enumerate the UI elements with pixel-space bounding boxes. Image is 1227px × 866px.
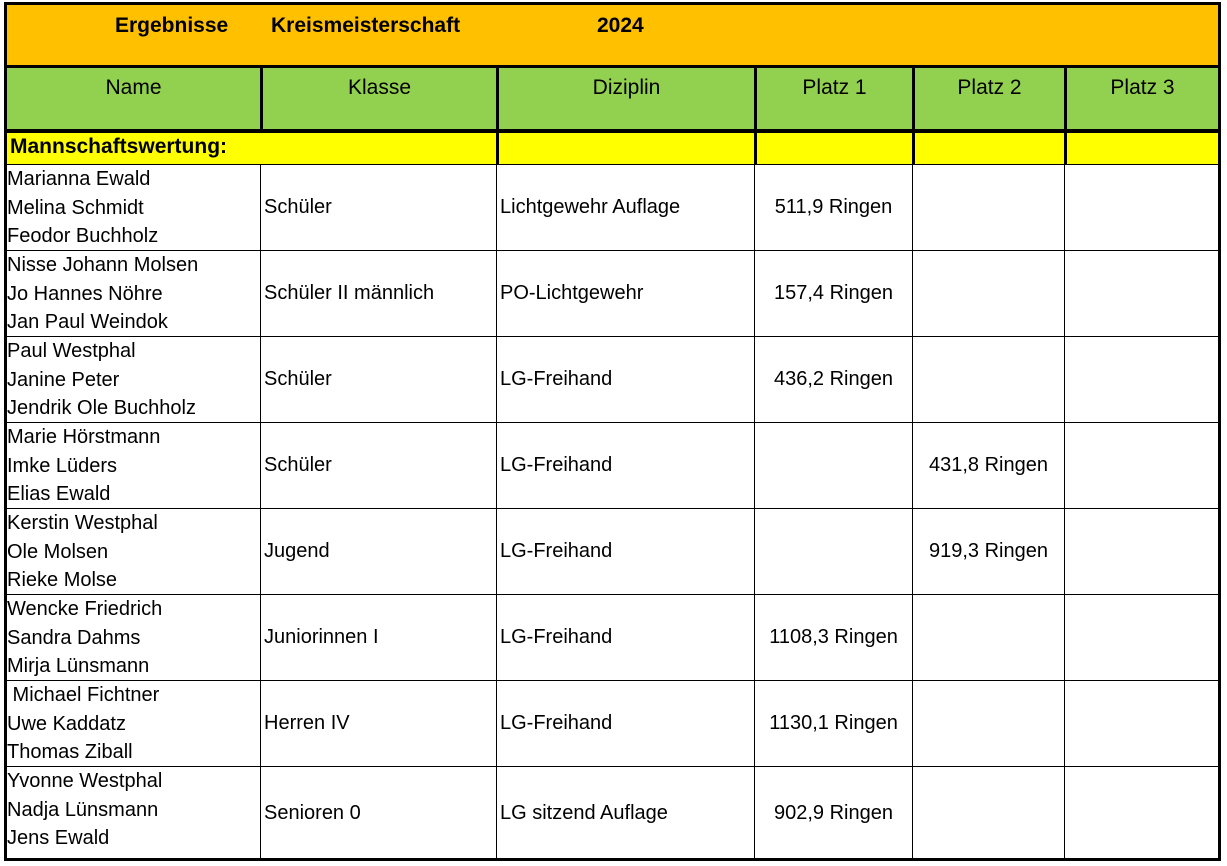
klasse-cell (260, 681, 496, 767)
platz3-cell (1064, 337, 1221, 423)
klasse-cell (260, 423, 496, 509)
platz3-cell (1064, 251, 1221, 337)
platz3-cell (1064, 423, 1221, 509)
disziplin-cell (496, 681, 754, 767)
team-member-name: Uwe Kaddatz (7, 712, 126, 735)
team-member-name: Thomas Ziball (7, 741, 133, 764)
platz2-cell (912, 423, 1064, 509)
team-member-name: Jens Ewald (7, 827, 110, 850)
platz2-cell (912, 337, 1064, 423)
disziplin-value: LG-Freihand (500, 368, 613, 390)
team-member-name: Nisse Johann Molsen (7, 254, 199, 276)
platz3-cell (1064, 595, 1221, 681)
team-member-name: Michael Fichtner (7, 684, 160, 706)
header-name: Name (4, 68, 260, 132)
klasse-value: Jugend (264, 540, 330, 562)
team-names-cell (4, 337, 260, 423)
disziplin-cell (496, 251, 754, 337)
header-klasse: Klasse (260, 68, 496, 132)
platz2-value: 431,8 Ringen (929, 454, 1048, 476)
team-member-name: Sandra Dahms (7, 626, 141, 649)
platz1-cell (754, 337, 912, 423)
disziplin-value: LG-Freihand (500, 540, 613, 562)
klasse-value: Schüler (264, 196, 332, 218)
platz2-cell (912, 681, 1064, 767)
klasse-cell (260, 595, 496, 681)
section-label: Mannschaftswertung: (10, 135, 228, 158)
team-member-name: Paul Westphal (7, 340, 136, 362)
disziplin-value: LG-Freihand (500, 626, 613, 648)
team-member-name: Jan Paul Weindok (7, 311, 168, 334)
klasse-value: Schüler II männlich (264, 282, 435, 304)
team-member-name: Janine Peter (7, 368, 120, 391)
disziplin-cell (496, 595, 754, 681)
platz2-cell (912, 595, 1064, 681)
title-banner (4, 2, 1221, 68)
header-disziplin: Diziplin (496, 68, 754, 132)
platz1-cell (754, 423, 912, 509)
title-part-kreismeisterschaft: Kreismeisterschaft (271, 14, 461, 37)
klasse-cell (260, 251, 496, 337)
platz3-cell (1064, 681, 1221, 767)
team-member-name: Marie Hörstmann (7, 426, 161, 448)
header-platz1: Platz 1 (754, 68, 912, 132)
klasse-value: Schüler (264, 368, 332, 390)
team-names-cell (4, 767, 260, 861)
platz3-cell (1064, 509, 1221, 595)
klasse-value: Senioren 0 (264, 802, 361, 824)
team-member-name: Imke Lüders (7, 454, 118, 477)
team-member-name: Jo Hannes Nöhre (7, 282, 163, 305)
klasse-cell (260, 165, 496, 251)
header-platz3: Platz 3 (1064, 68, 1221, 132)
platz2-cell (912, 767, 1064, 861)
platz1-cell (754, 165, 912, 251)
disziplin-cell (496, 509, 754, 595)
platz3-cell (1064, 165, 1221, 251)
disziplin-value: LG sitzend Auflage (500, 802, 668, 824)
platz1-value: 902,9 Ringen (774, 802, 893, 824)
team-member-name: Melina Schmidt (7, 196, 144, 219)
platz1-cell (754, 767, 912, 861)
platz2-cell (912, 165, 1064, 251)
team-member-name: Kerstin Westphal (7, 512, 158, 534)
title-part-ergebnisse: Ergebnisse (115, 14, 229, 37)
disziplin-value: LG-Freihand (500, 454, 613, 476)
team-names-cell (4, 681, 260, 767)
platz1-value: 436,2 Ringen (774, 368, 893, 390)
team-member-name: Rieke Molse (7, 569, 118, 592)
section-label-cell (4, 132, 496, 165)
team-names-cell (4, 595, 260, 681)
team-names-cell (4, 509, 260, 595)
platz1-cell (754, 251, 912, 337)
team-member-name: Jendrik Ole Buchholz (7, 397, 196, 420)
team-names-cell (4, 251, 260, 337)
platz1-cell (754, 681, 912, 767)
disziplin-cell (496, 767, 754, 861)
klasse-value: Herren IV (264, 712, 350, 734)
klasse-value: Juniorinnen I (264, 626, 379, 648)
team-member-name: Elias Ewald (7, 483, 111, 506)
section-cell-platz3 (1064, 132, 1221, 165)
disziplin-cell (496, 423, 754, 509)
disziplin-value: Lichtgewehr Auflage (500, 196, 681, 218)
disziplin-cell (496, 337, 754, 423)
team-member-name: Feodor Buchholz (7, 225, 159, 248)
platz2-value: 919,3 Ringen (929, 540, 1048, 562)
disziplin-value: PO-Lichtgewehr (500, 282, 644, 304)
disziplin-cell (496, 165, 754, 251)
team-member-name: Ole Molsen (7, 540, 109, 563)
platz1-value: 511,9 Ringen (774, 196, 893, 218)
team-member-name: Wencke Friedrich (7, 598, 163, 620)
disziplin-value: LG-Freihand (500, 712, 613, 734)
header-platz2: Platz 2 (912, 68, 1064, 132)
team-member-name: Mirja Lünsmann (7, 655, 150, 678)
team-names-cell (4, 423, 260, 509)
section-cell-platz2 (912, 132, 1064, 165)
platz1-cell (754, 595, 912, 681)
team-member-name: Nadja Lünsmann (7, 798, 159, 821)
team-member-name: Marianna Ewald (7, 168, 151, 190)
team-member-name: Yvonne Westphal (7, 770, 163, 792)
klasse-value: Schüler (264, 454, 332, 476)
platz2-cell (912, 251, 1064, 337)
title-part-year: 2024 (597, 14, 644, 37)
klasse-cell (260, 767, 496, 861)
platz1-value: 157,4 Ringen (774, 282, 893, 304)
platz1-value: 1108,3 Ringen (769, 626, 898, 648)
platz1-cell (754, 509, 912, 595)
section-cell-disziplin (496, 132, 754, 165)
team-names-cell (4, 165, 260, 251)
platz2-cell (912, 509, 1064, 595)
results-sheet (4, 2, 1221, 861)
klasse-cell (260, 337, 496, 423)
platz1-value: 1130,1 Ringen (769, 712, 898, 734)
klasse-cell (260, 509, 496, 595)
platz3-cell (1064, 767, 1221, 861)
section-cell-platz1 (754, 132, 912, 165)
